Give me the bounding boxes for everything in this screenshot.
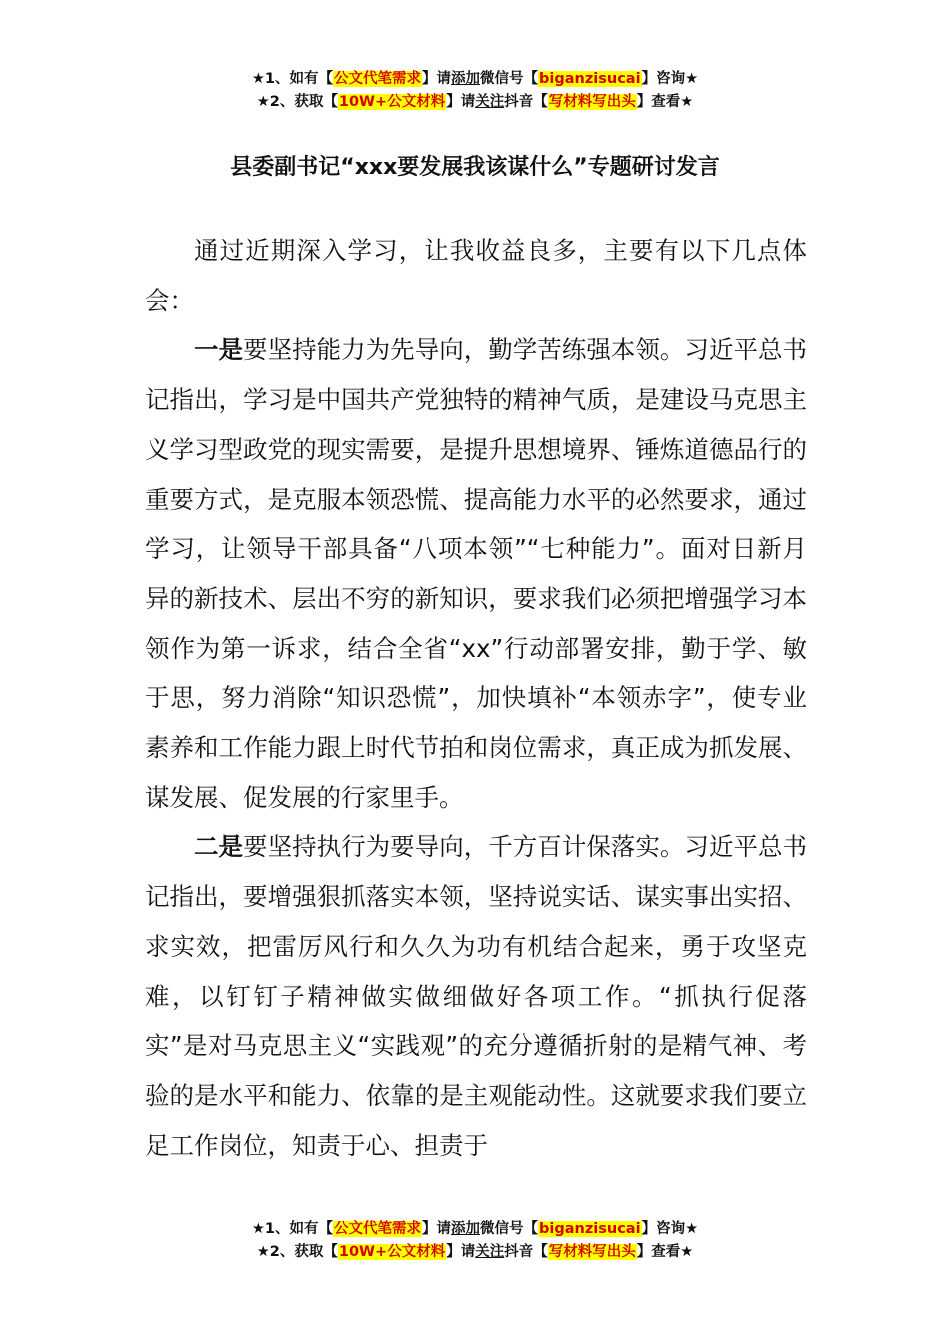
highlight-text: 公文代笔需求 bbox=[334, 1221, 422, 1237]
intro-paragraph: 通过近期深入学习，让我收益良多，主要有以下几点体会： bbox=[145, 236, 807, 315]
point-paragraph-2: 二是要坚持执行为要导向，千方百计保落实。习近平总书记指出，要增强狠抓落实本领，坚持说实话、谋实事出实招、求实效，把雷厉风行和久久为功有机结合起来，勇于攻坚克难，以钉钉子精神做实做细做好各项工作。“抓执行促落实”是对马克思主义“实践观”的充分遵循折射的是精气神、考验的是水平和能力、依靠的是主观能动性。这就要求我们要立足工作岗位，知责于心、担责于 bbox=[145, 832, 808, 1160]
douyin-account: 写材料写出头 bbox=[548, 1244, 636, 1260]
highlight-text: 10W+公文材料 bbox=[338, 1244, 446, 1260]
document-title: 县委副书记“xxx要发展我该谋什么”专题研讨发言 bbox=[230, 155, 720, 180]
promo-header bbox=[0, 68, 950, 114]
point-paragraph-1: 一是要坚持能力为先导向，勤学苦练强本领。习近平总书记指出，学习是中国共产党独特的精神气质，是建设马克思主义学习型政党的现实需要，是提升思想境界、锤炼道德品行的重要方式，是克服本领恐慌、提高能力水平的必然要求，通过学习，让领导干部具备“八项本领”“七种能力”。面对日新月异的新技术、层出不穷的新知识，要求我们必须把增强学习本领作为第一诉求，结合全省“xx”行动部署安排，勤于学、敏于思，努力消除“知识恐慌”，加快填补“本领赤字”，使专业素养和工作能力跟上时代节拍和岗位需求，真正成为抓发展、谋发展、促发展的行家里手。 bbox=[145, 335, 808, 812]
wechat-id: biganzisucai bbox=[539, 1221, 641, 1237]
promo-line-1: ★1、如有【公文代笔需求】请添加微信号【biganzisucai】咨询★ bbox=[251, 71, 699, 87]
point-lead: 一是 bbox=[194, 335, 244, 365]
highlight-text: 10W+公文材料 bbox=[338, 94, 446, 110]
promo-footer bbox=[0, 1218, 950, 1264]
promo-line-1: ★1、如有【公文代笔需求】请添加微信号【biganzisucai】咨询★ bbox=[251, 1221, 699, 1237]
document-body bbox=[145, 226, 807, 1170]
promo-line-2: ★2、获取【10W+公文材料】请关注抖音【写材料写出头】查看★ bbox=[256, 1244, 694, 1260]
highlight-text: 公文代笔需求 bbox=[334, 71, 422, 87]
douyin-account: 写材料写出头 bbox=[548, 94, 636, 110]
point-lead: 二是 bbox=[194, 832, 244, 862]
promo-line-2: ★2、获取【10W+公文材料】请关注抖音【写材料写出头】查看★ bbox=[256, 94, 694, 110]
wechat-id: biganzisucai bbox=[539, 71, 641, 87]
